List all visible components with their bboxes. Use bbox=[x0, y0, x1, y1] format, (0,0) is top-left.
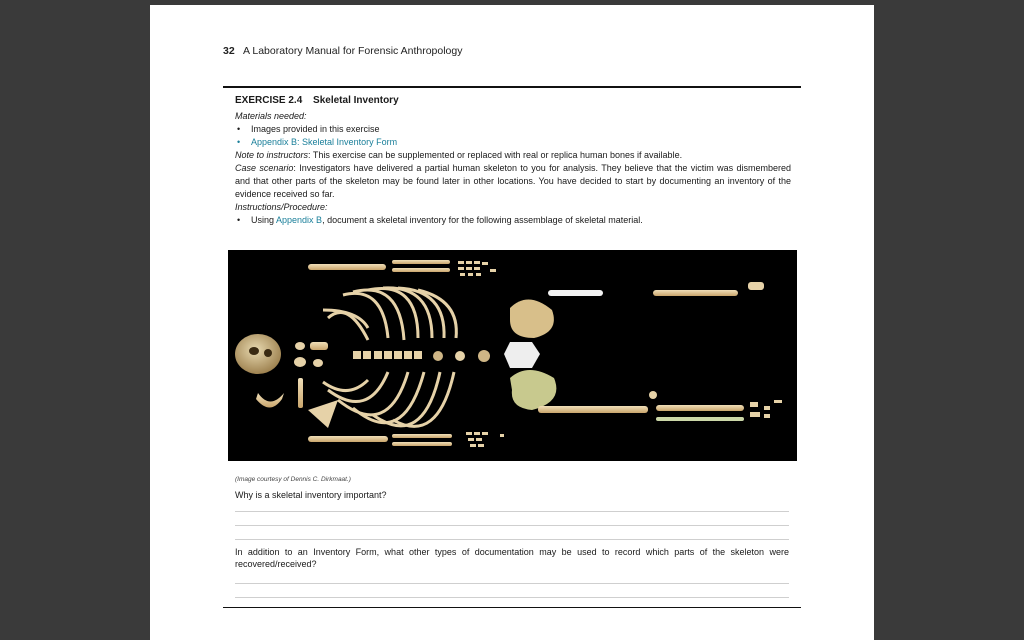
document-page bbox=[150, 5, 874, 640]
instruction-post: , document a skeletal inventory for the following assemblage of skeletal material. bbox=[322, 215, 643, 225]
appendix-b-inline-link[interactable]: Appendix B bbox=[276, 215, 323, 225]
running-header bbox=[223, 45, 463, 57]
case-label: Case scenario bbox=[235, 163, 294, 173]
exercise-heading bbox=[235, 94, 791, 107]
note-label: Note to instructors bbox=[235, 150, 309, 160]
book-title: A Laboratory Manual for Forensic Anthropology bbox=[243, 45, 463, 57]
answer-line[interactable] bbox=[235, 583, 789, 584]
answer-line[interactable] bbox=[235, 597, 789, 598]
case-text: : Investigators have delivered a partial human skeleton to you for analysis. They believe that the victim was dismembered and that other parts of the skeleton may be found later in other locations. You have decided to start by documenting an inventory of the evidence received so far. bbox=[235, 163, 791, 199]
instruction-item bbox=[235, 214, 791, 227]
instructions-label: Instructions/Procedure: bbox=[235, 202, 328, 212]
exercise-box bbox=[235, 94, 791, 227]
materials-label: Materials needed: bbox=[235, 111, 307, 121]
figure-caption: (Image courtesy of Dennis C. Dirkmaat.) bbox=[235, 476, 351, 483]
answer-line[interactable] bbox=[235, 511, 789, 512]
exercise-bottom-rule bbox=[223, 607, 801, 608]
question-2: In addition to an Inventory Form, what other types of documentation may be used to record which parts of the skeleton were recovered/received? bbox=[235, 547, 789, 569]
appendix-b-link[interactable]: • Appendix B: Skeletal Inventory Form bbox=[235, 136, 791, 149]
instruction-pre: Using bbox=[251, 215, 277, 225]
skeleton-photo bbox=[228, 250, 797, 461]
answer-line[interactable] bbox=[235, 525, 789, 526]
exercise-top-rule bbox=[223, 86, 801, 88]
page-number: 32 bbox=[223, 45, 235, 57]
case-scenario bbox=[235, 162, 791, 201]
skeleton-illustration bbox=[228, 250, 797, 461]
materials-item: • Images provided in this exercise bbox=[235, 123, 791, 136]
answer-line[interactable] bbox=[235, 539, 789, 540]
exercise-number: EXERCISE 2.4 bbox=[235, 95, 303, 106]
exercise-title: Skeletal Inventory bbox=[313, 95, 399, 106]
question-1: Why is a skeletal inventory important? bbox=[235, 490, 387, 500]
note-to-instructors bbox=[235, 149, 791, 162]
note-text: : This exercise can be supplemented or replaced with real or replica human bones if available. bbox=[308, 150, 683, 160]
